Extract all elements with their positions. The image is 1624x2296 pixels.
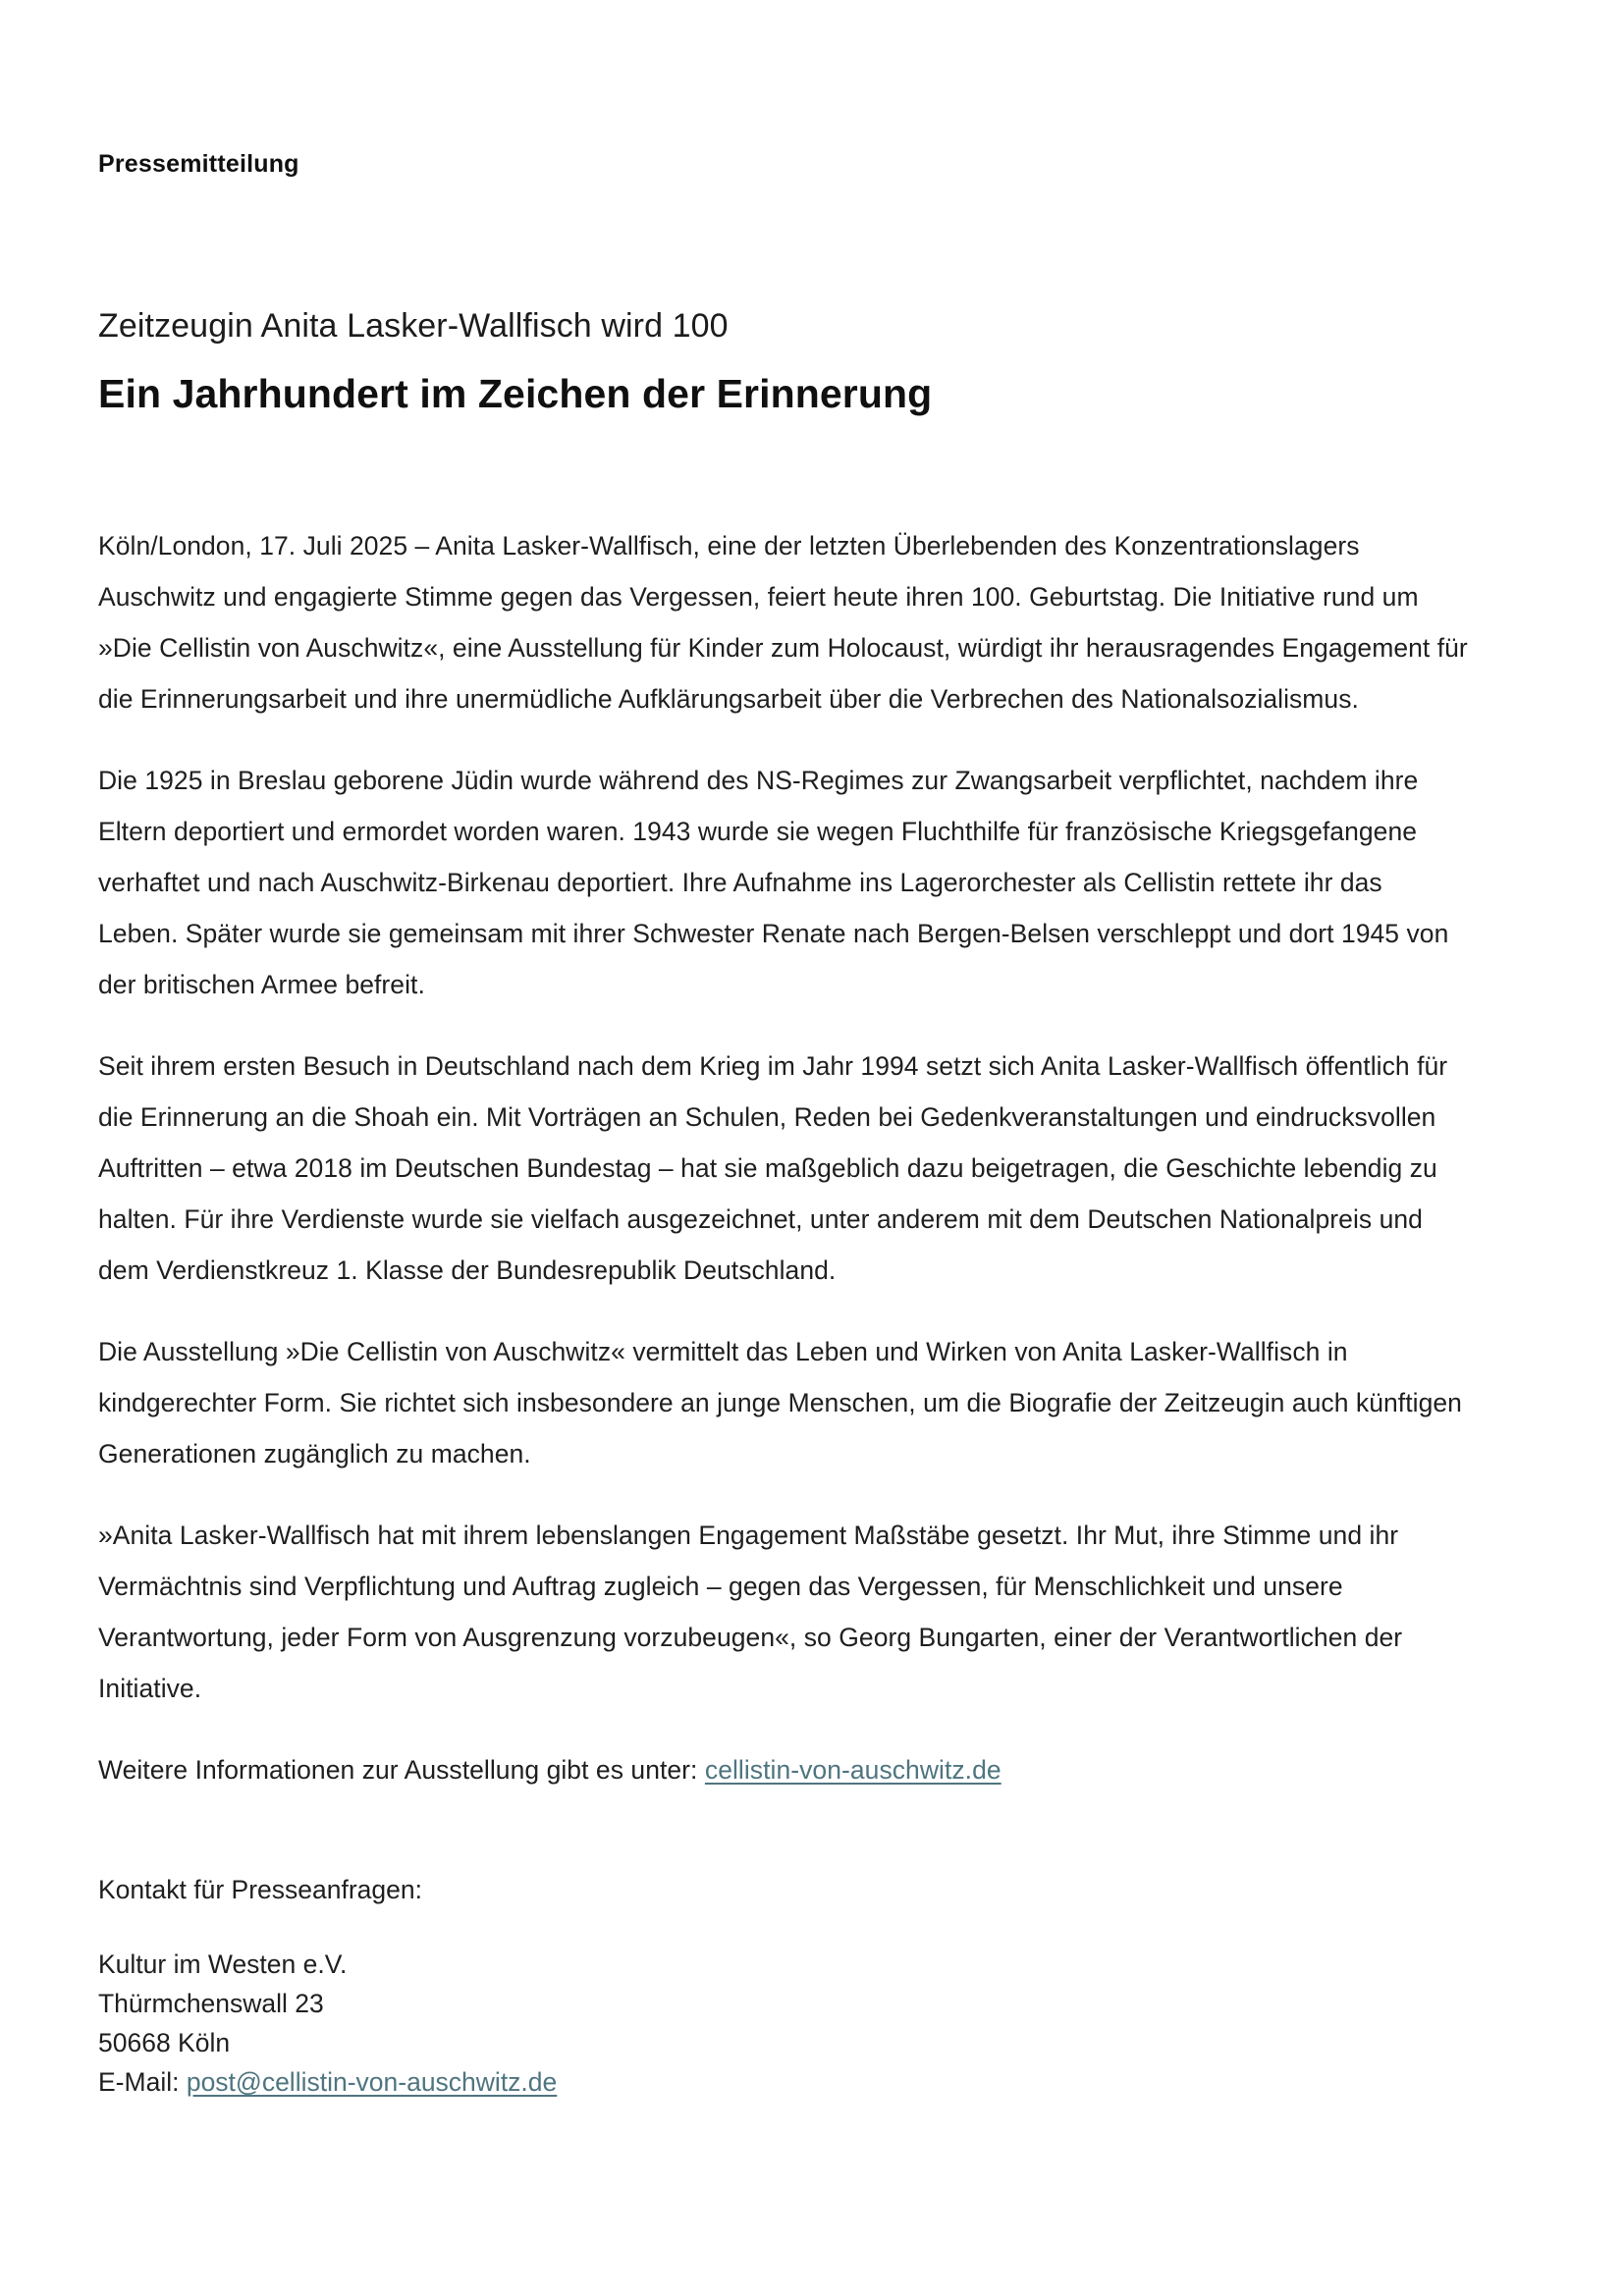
paragraph-commemoration-work: Seit ihrem ersten Besuch in Deutschland nach dem Krieg im Jahr 1994 setzt sich Anita Lasker-Wallfisch öffentlich für die Erinnerung an die Shoah ein. Mit Vorträgen an Schulen, Reden bei Gedenkveranstaltungen und eindrucksvollen Auftritten – etwa 2018 im Deutschen Bundestag – hat sie maßgeblich dazu beigetragen, die Geschichte lebendig zu halten. Für ihre Verdienste wurde sie vielfach ausgezeichnet, unter anderem mit dem Deutschen Nationalpreis und dem Verdienstkreuz 1. Klasse der Bundesrepublik Deutschland. — [98, 1050, 1448, 1285]
paragraph-more-info — [98, 1744, 1468, 1795]
contact-block — [98, 1864, 1468, 2102]
contact-email-label: E-Mail: — [98, 2066, 180, 2097]
page-title: Ein Jahrhundert im Zeichen der Erinnerung — [98, 370, 933, 416]
contact-organisation: Kultur im Westen e.V. — [98, 1949, 348, 1979]
paragraph-quote: »Anita Lasker-Wallfisch hat mit ihrem lebenslangen Engagement Maßstäbe gesetzt. Ihr Mut, ihre Stimme und ihr Vermächtnis sind Verpflichtung und Auftrag zugleich – gegen das Vergessen, für Menschlichkeit und unsere Verantwortung, jeder Form von Ausgrenzung vorzubeugen«, so Georg Bungarten, einer der Verantwortlichen der Initiative. — [98, 1520, 1403, 1703]
contact-email-row — [98, 2062, 1468, 2102]
document-type-label: Pressemitteilung — [98, 150, 299, 178]
paragraph-lead: Köln/London, 17. Juli 2025 – Anita Lasker-Wallfisch, eine der letzten Überlebenden des Konzentrationslagers Auschwitz und engagierte Stimme gegen das Vergessen, feiert heute ihren 100. Geburtstag. Die Initiative rund um »Die Cellistin von Auschwitz«, eine Ausstellung für Kinder zum Holocaust, würdigt ihr herausragendes Engagement für die Erinnerungsarbeit und ihre unermüdliche Aufklärungsarbeit über die Verbrechen des Nationalsozialismus. — [98, 530, 1468, 714]
more-info-prefix: Weitere Informationen zur Ausstellung gibt es unter: — [98, 1754, 698, 1785]
contact-street: Thürmchenswall 23 — [98, 1988, 324, 2018]
paragraph-exhibition: Die Ausstellung »Die Cellistin von Auschwitz« vermittelt das Leben und Wirken von Anita Lasker-Wallfisch in kindgerechter Form. Sie richtet sich insbesondere an junge Menschen, um die Biografie der Zeitzeugin auch künftigen Generationen zugänglich zu machen. — [98, 1336, 1462, 1468]
document-content — [98, 0, 1468, 2102]
contact-email-link[interactable]: post@cellistin-von-auschwitz.de — [186, 2066, 558, 2097]
contact-city: 50668 Köln — [98, 2027, 231, 2057]
title-block — [98, 305, 1468, 419]
exhibition-website-link[interactable]: cellistin-von-auschwitz.de — [704, 1754, 1001, 1785]
contact-heading: Kontakt für Presseanfragen: — [98, 1874, 422, 1904]
kicker-line: Zeitzeugin Anita Lasker-Wallfisch wird 100 — [98, 307, 729, 345]
contact-details — [98, 1945, 1468, 2102]
paragraph-biography: Die 1925 in Breslau geborene Jüdin wurde während des NS-Regimes zur Zwangsarbeit verpflichtet, nachdem ihre Eltern deportiert und ermordet worden waren. 1943 wurde sie wegen Fluchthilfe für französische Kriegsgefangene verhaftet und nach Auschwitz-Birkenau deportiert. Ihre Aufnahme ins Lagerorchester als Cellistin rettete ihr das Leben. Später wurde sie gemeinsam mit ihrer Schwester Renate nach Bergen-Belsen verschleppt und dort 1945 von der britischen Armee befreit. — [98, 765, 1449, 999]
body-text — [98, 520, 1468, 1795]
